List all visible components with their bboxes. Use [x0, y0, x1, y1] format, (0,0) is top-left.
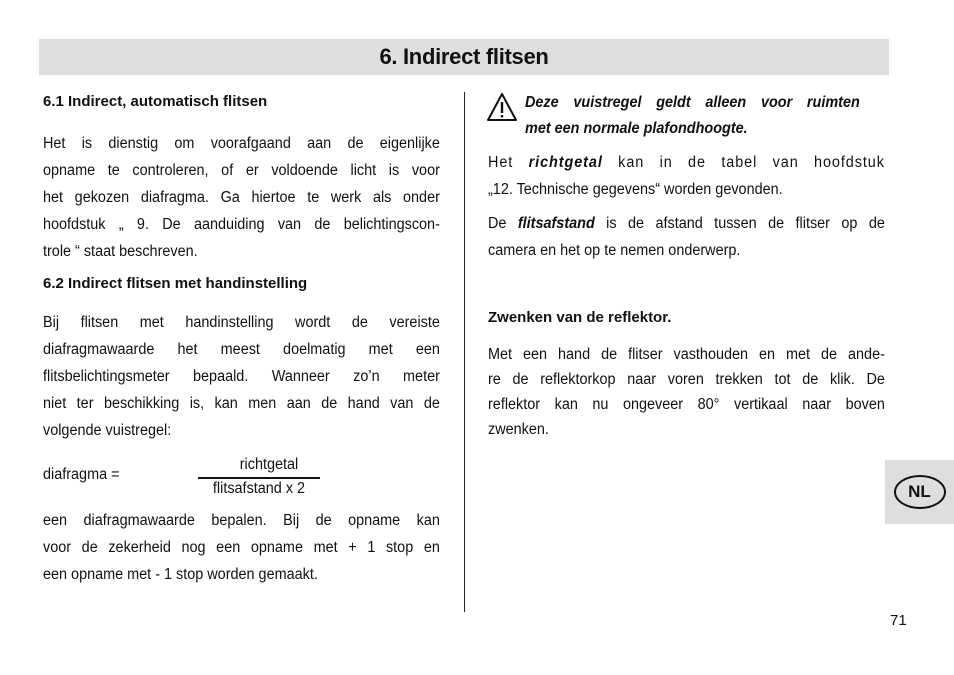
column-divider — [464, 92, 465, 612]
language-badge: NL — [894, 475, 946, 509]
paragraph-line: Met een hand de flitser vasthouden en met de ande- — [488, 346, 885, 363]
paragraph-line: re de reflektorkop naar voren trekken tot de klik. De — [488, 371, 885, 388]
paragraph-line: een opname met - 1 stop worden gemaakt. — [43, 566, 318, 583]
paragraph-line: De flitsafstand is de afstand tussen de flitser op de — [488, 215, 885, 232]
paragraph-line: hoofdstuk „ 9. De aanduiding van de belichtingscon- — [43, 216, 440, 233]
warning-line: met een normale plafondhoogte. — [525, 120, 748, 137]
section-heading-6-2: 6.2 Indirect flitsen met handinstelling — [43, 275, 308, 292]
language-tab — [885, 460, 954, 524]
warning-line: Deze vuistregel geldt alleen voor ruimten — [525, 94, 860, 111]
paragraph-line: niet ter beschikking is, kan men aan de hand van de — [43, 395, 440, 412]
paragraph-line: Bij flitsen met handinstelling wordt de vereiste — [43, 314, 440, 331]
section-heading-reflektor: Zwenken van de reflektor. — [488, 309, 672, 326]
title-bar — [39, 39, 889, 75]
paragraph-line: trole “ staat beschreven. — [43, 243, 198, 260]
paragraph-line: diafragmawaarde het meest doelmatig met een — [43, 341, 440, 358]
aperture-formula — [43, 458, 440, 508]
paragraph-line: voor de zekerheid nog een opname met + 1 stop en — [43, 539, 440, 556]
paragraph-line: volgende vuistregel: — [43, 422, 172, 439]
formula-numerator: richtgetal — [239, 456, 299, 473]
paragraph-line: Het is dienstig om voorafgaand aan de eigenlijke — [43, 135, 440, 152]
warning-triangle-icon — [486, 92, 518, 122]
section-heading-6-1: 6.1 Indirect, automatisch flitsen — [43, 93, 268, 110]
paragraph-line: flitsbelichtingsmeter bepaald. Wanneer zo’n meter — [43, 368, 440, 385]
formula-lhs: diafragma = — [43, 466, 120, 483]
term-flitsafstand: flitsafstand — [517, 215, 595, 232]
left-column — [43, 90, 440, 588]
paragraph-line: „12. Technische gegevens“ worden gevonden. — [488, 181, 783, 198]
term-richtgetal: richtgetal — [528, 154, 603, 171]
paragraph-line: het gekozen diafragma. Ga hiertoe te werk als onder — [43, 189, 440, 206]
fraction-bar — [198, 477, 320, 479]
paragraph-line: Het richtgetal kan in de tabel van hoofdstuk — [488, 154, 885, 171]
paragraph-line: camera en het op te nemen onderwerp. — [488, 242, 741, 259]
paragraph-line: zwenken. — [488, 421, 549, 438]
formula-denominator: flitsafstand x 2 — [212, 480, 306, 497]
paragraph-line: reflektor kan nu ongeveer 80° vertikaal naar boven — [488, 396, 885, 413]
warning-note — [488, 90, 885, 142]
right-column — [488, 90, 885, 442]
page-number: 71 — [890, 612, 907, 629]
paragraph-line: een diafragmawaarde bepalen. Bij de opname kan — [43, 512, 440, 529]
page-title: 6. Indirect flitsen — [379, 44, 549, 69]
paragraph-line: opname te controleren, of er voldoende licht is voor — [43, 162, 440, 179]
